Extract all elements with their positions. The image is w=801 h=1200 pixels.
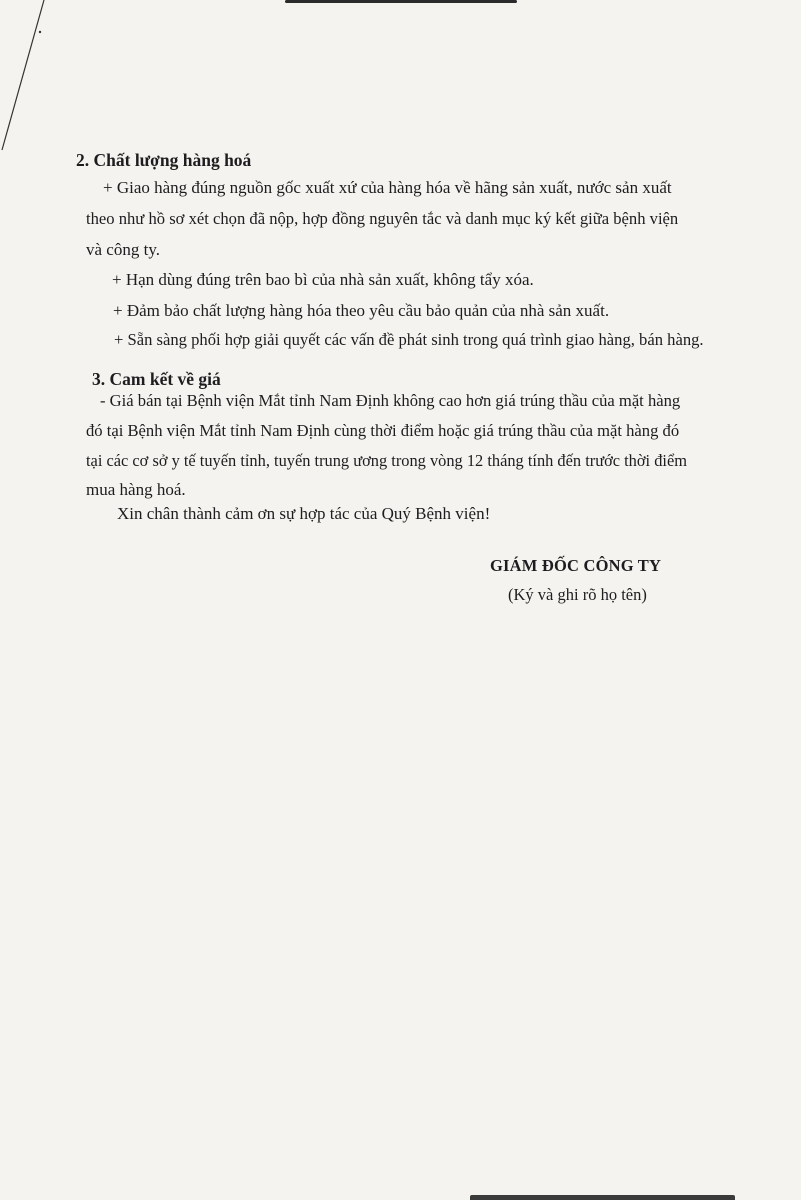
closing-line: Xin chân thành cảm ơn sự hợp tác của Quý Bệnh viện! bbox=[117, 504, 491, 523]
section-2-item-3: + Đảm bảo chất lượng hàng hóa theo yêu cầu bảo quản của nhà sản xuất. bbox=[113, 301, 610, 320]
section-2-heading: 2. Chất lượng hàng hoá bbox=[76, 150, 252, 170]
scan-edge-bottom bbox=[470, 1195, 735, 1200]
section-3-line-1: - Giá bán tại Bệnh viện Mắt tỉnh Nam Định không cao hơn giá trúng thầu của mặt hàng bbox=[100, 391, 681, 410]
section-2-item-1-line-2: theo như hồ sơ xét chọn đã nộp, hợp đồng nguyên tắc và danh mục ký kết giữa bệnh viện bbox=[86, 209, 679, 228]
section-2-item-4: + Sẵn sàng phối hợp giải quyết các vấn đề phát sinh trong quá trình giao hàng, bán hàng. bbox=[114, 330, 704, 349]
section-3-line-2: đó tại Bệnh viện Mắt tỉnh Nam Định cùng thời điểm hoặc giá trúng thầu của mặt hàng đó bbox=[86, 421, 680, 440]
scan-edge-top bbox=[285, 0, 517, 3]
section-3-line-4: mua hàng hoá. bbox=[86, 480, 186, 499]
section-2-item-2: + Hạn dùng đúng trên bao bì của nhà sản xuất, không tẩy xóa. bbox=[112, 270, 534, 289]
signature-note: (Ký và ghi rõ họ tên) bbox=[508, 585, 647, 604]
section-3-heading: 3. Cam kết về giá bbox=[92, 369, 221, 389]
section-3-line-3: tại các cơ sở y tế tuyến tỉnh, tuyến trung ương trong vòng 12 tháng tính đến trước thời điểm bbox=[86, 451, 687, 470]
scan-margin-line bbox=[0, 0, 60, 160]
section-2-item-1-line-3: và công ty. bbox=[86, 240, 160, 259]
signature-title: GIÁM ĐỐC CÔNG TY bbox=[490, 556, 662, 575]
section-2-item-1-line-1: + Giao hàng đúng nguồn gốc xuất xứ của hàng hóa về hãng sản xuất, nước sản xuất bbox=[103, 178, 672, 197]
